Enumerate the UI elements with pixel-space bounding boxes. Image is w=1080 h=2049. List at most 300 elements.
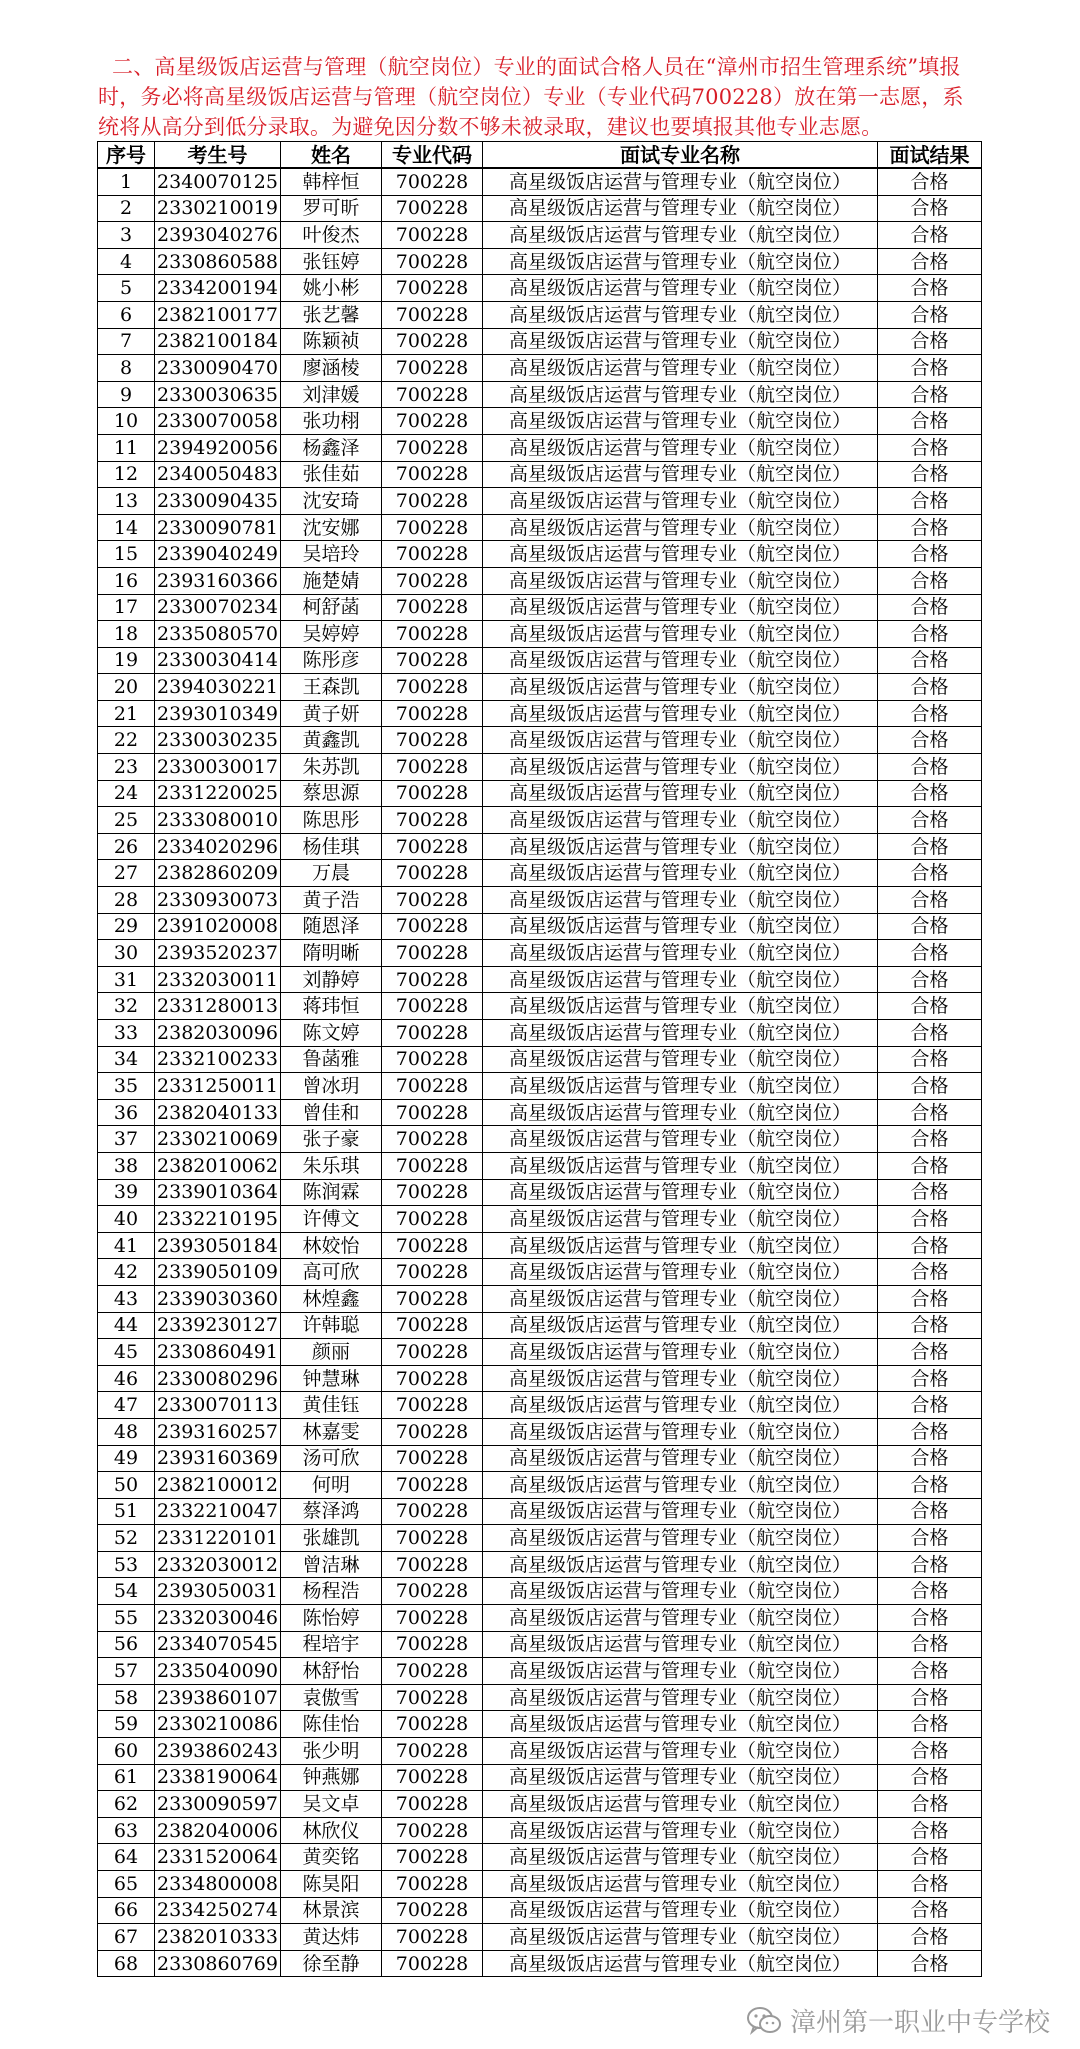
table-row <box>98 1126 982 1153</box>
cell-major-code: 700228 <box>382 301 483 328</box>
cell-result: 合格 <box>878 754 982 781</box>
cell-result: 合格 <box>878 1312 982 1339</box>
cell-major-code: 700228 <box>382 1179 483 1206</box>
cell-exam-number: 2330090470 <box>155 355 281 382</box>
cell-index: 34 <box>98 1046 155 1073</box>
cell-major-code: 700228 <box>382 328 483 355</box>
cell-index: 30 <box>98 940 155 967</box>
cell-name: 张子豪 <box>281 1126 382 1153</box>
cell-index: 9 <box>98 381 155 408</box>
cell-index: 54 <box>98 1578 155 1605</box>
cell-index: 41 <box>98 1232 155 1259</box>
cell-major-code: 700228 <box>382 1046 483 1073</box>
cell-major-name: 高星级饭店运营与管理专业（航空岗位） <box>483 1312 878 1339</box>
cell-major-code: 700228 <box>382 1285 483 1312</box>
cell-name: 罗可昕 <box>281 195 382 222</box>
cell-result: 合格 <box>878 1339 982 1366</box>
cell-major-code: 700228 <box>382 355 483 382</box>
cell-exam-number: 2334020296 <box>155 833 281 860</box>
cell-index: 37 <box>98 1126 155 1153</box>
table-row <box>98 434 982 461</box>
cell-major-name: 高星级饭店运营与管理专业（航空岗位） <box>483 1844 878 1871</box>
cell-exam-number: 2340050483 <box>155 461 281 488</box>
cell-name: 高可欣 <box>281 1259 382 1286</box>
cell-result: 合格 <box>878 647 982 674</box>
cell-major-name: 高星级饭店运营与管理专业（航空岗位） <box>483 1020 878 1047</box>
cell-name: 刘津媛 <box>281 381 382 408</box>
cell-exam-number: 2382030096 <box>155 1020 281 1047</box>
cell-index: 1 <box>98 168 155 195</box>
cell-name: 张艺馨 <box>281 301 382 328</box>
table-body <box>98 168 982 1977</box>
table-row <box>98 1285 982 1312</box>
cell-major-code: 700228 <box>382 408 483 435</box>
cell-major-name: 高星级饭店运营与管理专业（航空岗位） <box>483 1472 878 1499</box>
cell-major-name: 高星级饭店运营与管理专业（航空岗位） <box>483 328 878 355</box>
cell-major-name: 高星级饭店运营与管理专业（航空岗位） <box>483 1445 878 1472</box>
cell-result: 合格 <box>878 1259 982 1286</box>
cell-index: 5 <box>98 275 155 302</box>
cell-result: 合格 <box>878 913 982 940</box>
cell-index: 65 <box>98 1871 155 1898</box>
cell-result: 合格 <box>878 887 982 914</box>
cell-result: 合格 <box>878 1179 982 1206</box>
cell-exam-number: 2331280013 <box>155 993 281 1020</box>
cell-name: 隋明晰 <box>281 940 382 967</box>
table-row <box>98 1259 982 1286</box>
cell-index: 59 <box>98 1711 155 1738</box>
cell-result: 合格 <box>878 1684 982 1711</box>
table-row <box>98 1312 982 1339</box>
cell-major-name: 高星级饭店运营与管理专业（航空岗位） <box>483 1126 878 1153</box>
cell-exam-number: 2332210047 <box>155 1498 281 1525</box>
cell-name: 吴培玲 <box>281 541 382 568</box>
cell-name: 柯舒菡 <box>281 594 382 621</box>
cell-name: 沈安琦 <box>281 488 382 515</box>
cell-name: 陈怡婷 <box>281 1605 382 1632</box>
cell-name: 林煌鑫 <box>281 1285 382 1312</box>
cell-major-name: 高星级饭店运营与管理专业（航空岗位） <box>483 195 878 222</box>
cell-major-name: 高星级饭店运营与管理专业（航空岗位） <box>483 1099 878 1126</box>
cell-exam-number: 2339050109 <box>155 1259 281 1286</box>
cell-name: 吴婷婷 <box>281 621 382 648</box>
cell-index: 31 <box>98 966 155 993</box>
cell-major-code: 700228 <box>382 1206 483 1233</box>
cell-exam-number: 2330030235 <box>155 727 281 754</box>
cell-index: 57 <box>98 1658 155 1685</box>
cell-name: 汤可欣 <box>281 1445 382 1472</box>
table-row <box>98 887 982 914</box>
cell-exam-number: 2330070113 <box>155 1392 281 1419</box>
table-row <box>98 1525 982 1552</box>
notice-paragraph <box>98 52 978 142</box>
cell-major-name: 高星级饭店运营与管理专业（航空岗位） <box>483 1578 878 1605</box>
table-row <box>98 1817 982 1844</box>
cell-index: 25 <box>98 807 155 834</box>
table-row <box>98 248 982 275</box>
cell-name: 钟燕娜 <box>281 1764 382 1791</box>
cell-index: 27 <box>98 860 155 887</box>
cell-name: 蒋玮恒 <box>281 993 382 1020</box>
cell-exam-number: 2334070545 <box>155 1631 281 1658</box>
cell-index: 47 <box>98 1392 155 1419</box>
cell-exam-number: 2330210019 <box>155 195 281 222</box>
cell-index: 10 <box>98 408 155 435</box>
table-row <box>98 1392 982 1419</box>
cell-result: 合格 <box>878 1365 982 1392</box>
table-row <box>98 488 982 515</box>
cell-major-name: 高星级饭店运营与管理专业（航空岗位） <box>483 1046 878 1073</box>
cell-major-name: 高星级饭店运营与管理专业（航空岗位） <box>483 1073 878 1100</box>
cell-major-name: 高星级饭店运营与管理专业（航空岗位） <box>483 833 878 860</box>
table-row <box>98 461 982 488</box>
table-row <box>98 1844 982 1871</box>
table-row <box>98 381 982 408</box>
table-row <box>98 1046 982 1073</box>
cell-name: 鲁菡雅 <box>281 1046 382 1073</box>
cell-major-code: 700228 <box>382 966 483 993</box>
cell-name: 黄子妍 <box>281 700 382 727</box>
cell-exam-number: 2332210195 <box>155 1206 281 1233</box>
cell-index: 18 <box>98 621 155 648</box>
cell-result: 合格 <box>878 1791 982 1818</box>
cell-exam-number: 2340070125 <box>155 168 281 195</box>
table-row <box>98 1658 982 1685</box>
cell-exam-number: 2339010364 <box>155 1179 281 1206</box>
cell-major-code: 700228 <box>382 621 483 648</box>
table-row <box>98 700 982 727</box>
cell-index: 33 <box>98 1020 155 1047</box>
cell-name: 张佳茹 <box>281 461 382 488</box>
table-row <box>98 1498 982 1525</box>
notice-text: 二、高星级饭店运营与管理（航空岗位）专业的面试合格人员在“漳州市招生管理系统”填报时，务必将高星级饭店运营与管理（航空岗位）专业（专业代码700228）放在第一志愿，系统将从高分到低分录取。为避免因分数不够未被录取，建议也要填报其他专业志愿。 <box>98 55 964 139</box>
cell-index: 13 <box>98 488 155 515</box>
cell-name: 姚小彬 <box>281 275 382 302</box>
table-row <box>98 621 982 648</box>
cell-name: 袁傲雪 <box>281 1684 382 1711</box>
cell-major-code: 700228 <box>382 1950 483 1977</box>
cell-major-name: 高星级饭店运营与管理专业（航空岗位） <box>483 1791 878 1818</box>
table-row <box>98 860 982 887</box>
cell-exam-number: 2332030011 <box>155 966 281 993</box>
cell-major-code: 700228 <box>382 1924 483 1951</box>
table-row <box>98 275 982 302</box>
cell-major-code: 700228 <box>382 1711 483 1738</box>
cell-major-code: 700228 <box>382 195 483 222</box>
watermark <box>746 2002 1050 2039</box>
cell-name: 沈安娜 <box>281 514 382 541</box>
cell-name: 朱乐琪 <box>281 1152 382 1179</box>
cell-name: 朱苏凯 <box>281 754 382 781</box>
cell-major-name: 高星级饭店运营与管理专业（航空岗位） <box>483 1658 878 1685</box>
cell-index: 3 <box>98 222 155 249</box>
table-row <box>98 913 982 940</box>
cell-index: 26 <box>98 833 155 860</box>
cell-exam-number: 2393050184 <box>155 1232 281 1259</box>
cell-major-code: 700228 <box>382 1817 483 1844</box>
cell-result: 合格 <box>878 1764 982 1791</box>
cell-exam-number: 2334250274 <box>155 1897 281 1924</box>
cell-name: 吴文卓 <box>281 1791 382 1818</box>
cell-major-name: 高星级饭店运营与管理专业（航空岗位） <box>483 541 878 568</box>
cell-exam-number: 2330030635 <box>155 381 281 408</box>
cell-name: 黄奕铭 <box>281 1844 382 1871</box>
table-row <box>98 674 982 701</box>
cell-index: 46 <box>98 1365 155 1392</box>
cell-major-code: 700228 <box>382 1099 483 1126</box>
cell-major-code: 700228 <box>382 1418 483 1445</box>
cell-name: 徐至静 <box>281 1950 382 1977</box>
cell-index: 64 <box>98 1844 155 1871</box>
cell-major-name: 高星级饭店运营与管理专业（航空岗位） <box>483 780 878 807</box>
cell-exam-number: 2330090781 <box>155 514 281 541</box>
cell-result: 合格 <box>878 1924 982 1951</box>
cell-major-name: 高星级饭店运营与管理专业（航空岗位） <box>483 1551 878 1578</box>
cell-major-code: 700228 <box>382 674 483 701</box>
table-row <box>98 1551 982 1578</box>
cell-index: 44 <box>98 1312 155 1339</box>
cell-name: 张少明 <box>281 1738 382 1765</box>
cell-major-name: 高星级饭店运营与管理专业（航空岗位） <box>483 1764 878 1791</box>
cell-index: 8 <box>98 355 155 382</box>
cell-exam-number: 2332030012 <box>155 1551 281 1578</box>
cell-result: 合格 <box>878 860 982 887</box>
table-row <box>98 1472 982 1499</box>
cell-result: 合格 <box>878 1472 982 1499</box>
cell-name: 杨鑫泽 <box>281 434 382 461</box>
cell-major-name: 高星级饭店运营与管理专业（航空岗位） <box>483 1232 878 1259</box>
cell-major-code: 700228 <box>382 567 483 594</box>
cell-major-code: 700228 <box>382 1738 483 1765</box>
cell-major-name: 高星级饭店运营与管理专业（航空岗位） <box>483 488 878 515</box>
cell-exam-number: 2330930073 <box>155 887 281 914</box>
cell-major-name: 高星级饭店运营与管理专业（航空岗位） <box>483 434 878 461</box>
table-row <box>98 833 982 860</box>
cell-major-code: 700228 <box>382 1073 483 1100</box>
cell-major-name: 高星级饭店运营与管理专业（航空岗位） <box>483 355 878 382</box>
table-row <box>98 1339 982 1366</box>
table-row <box>98 1099 982 1126</box>
cell-major-code: 700228 <box>382 1605 483 1632</box>
cell-result: 合格 <box>878 780 982 807</box>
cell-major-name: 高星级饭店运营与管理专业（航空岗位） <box>483 1817 878 1844</box>
cell-name: 颜丽 <box>281 1339 382 1366</box>
cell-result: 合格 <box>878 674 982 701</box>
header-major-name: 面试专业名称 <box>483 142 878 169</box>
cell-index: 53 <box>98 1551 155 1578</box>
cell-result: 合格 <box>878 1738 982 1765</box>
cell-major-code: 700228 <box>382 727 483 754</box>
cell-major-code: 700228 <box>382 1498 483 1525</box>
cell-index: 40 <box>98 1206 155 1233</box>
cell-result: 合格 <box>878 1285 982 1312</box>
table-row <box>98 1871 982 1898</box>
cell-major-name: 高星级饭店运营与管理专业（航空岗位） <box>483 1285 878 1312</box>
table-header <box>98 142 982 169</box>
cell-name: 曾冰玥 <box>281 1073 382 1100</box>
cell-major-code: 700228 <box>382 168 483 195</box>
watermark-text: 漳州第一职业中专学校 <box>789 2008 1050 2038</box>
cell-major-code: 700228 <box>382 1472 483 1499</box>
cell-result: 合格 <box>878 301 982 328</box>
cell-result: 合格 <box>878 594 982 621</box>
cell-major-code: 700228 <box>382 913 483 940</box>
cell-name: 张功栩 <box>281 408 382 435</box>
table-row <box>98 993 982 1020</box>
cell-index: 17 <box>98 594 155 621</box>
cell-exam-number: 2382040006 <box>155 1817 281 1844</box>
cell-name: 黄鑫凯 <box>281 727 382 754</box>
cell-result: 合格 <box>878 700 982 727</box>
table-row <box>98 408 982 435</box>
table-row <box>98 1445 982 1472</box>
table-row <box>98 1791 982 1818</box>
cell-result: 合格 <box>878 1525 982 1552</box>
cell-index: 20 <box>98 674 155 701</box>
cell-name: 林景滨 <box>281 1897 382 1924</box>
cell-index: 58 <box>98 1684 155 1711</box>
table-row <box>98 1711 982 1738</box>
cell-exam-number: 2382860209 <box>155 860 281 887</box>
cell-name: 杨佳琪 <box>281 833 382 860</box>
cell-exam-number: 2382040133 <box>155 1099 281 1126</box>
cell-exam-number: 2331220025 <box>155 780 281 807</box>
cell-major-name: 高星级饭店运营与管理专业（航空岗位） <box>483 993 878 1020</box>
cell-major-name: 高星级饭店运营与管理专业（航空岗位） <box>483 301 878 328</box>
cell-index: 24 <box>98 780 155 807</box>
cell-name: 陈彤彦 <box>281 647 382 674</box>
cell-major-name: 高星级饭店运营与管理专业（航空岗位） <box>483 621 878 648</box>
cell-major-code: 700228 <box>382 461 483 488</box>
cell-exam-number: 2382010062 <box>155 1152 281 1179</box>
table-row <box>98 355 982 382</box>
table-row <box>98 1764 982 1791</box>
cell-index: 19 <box>98 647 155 674</box>
cell-result: 合格 <box>878 275 982 302</box>
cell-result: 合格 <box>878 1099 982 1126</box>
cell-exam-number: 2330860769 <box>155 1950 281 1977</box>
cell-result: 合格 <box>878 966 982 993</box>
cell-result: 合格 <box>878 461 982 488</box>
cell-name: 陈文婷 <box>281 1020 382 1047</box>
cell-major-code: 700228 <box>382 1791 483 1818</box>
cell-exam-number: 2330860491 <box>155 1339 281 1366</box>
cell-index: 51 <box>98 1498 155 1525</box>
cell-major-code: 700228 <box>382 807 483 834</box>
cell-major-code: 700228 <box>382 381 483 408</box>
cell-name: 随恩泽 <box>281 913 382 940</box>
cell-result: 合格 <box>878 541 982 568</box>
table-row <box>98 647 982 674</box>
cell-exam-number: 2330030414 <box>155 647 281 674</box>
cell-result: 合格 <box>878 168 982 195</box>
table-row <box>98 168 982 195</box>
cell-result: 合格 <box>878 1551 982 1578</box>
cell-name: 刘静婷 <box>281 966 382 993</box>
cell-major-code: 700228 <box>382 1365 483 1392</box>
cell-name: 杨程浩 <box>281 1578 382 1605</box>
cell-result: 合格 <box>878 1578 982 1605</box>
cell-exam-number: 2330030017 <box>155 754 281 781</box>
cell-major-name: 高星级饭店运营与管理专业（航空岗位） <box>483 860 878 887</box>
cell-result: 合格 <box>878 1126 982 1153</box>
table-row <box>98 541 982 568</box>
cell-exam-number: 2393160366 <box>155 567 281 594</box>
cell-name: 陈思彤 <box>281 807 382 834</box>
cell-major-name: 高星级饭店运营与管理专业（航空岗位） <box>483 1206 878 1233</box>
cell-exam-number: 2339040249 <box>155 541 281 568</box>
cell-result: 合格 <box>878 195 982 222</box>
cell-index: 52 <box>98 1525 155 1552</box>
table-row <box>98 1738 982 1765</box>
cell-index: 61 <box>98 1764 155 1791</box>
cell-name: 叶俊杰 <box>281 222 382 249</box>
cell-major-code: 700228 <box>382 780 483 807</box>
header-row <box>98 142 982 169</box>
cell-result: 合格 <box>878 833 982 860</box>
cell-major-code: 700228 <box>382 1844 483 1871</box>
cell-name: 张雄凯 <box>281 1525 382 1552</box>
table-row <box>98 328 982 355</box>
cell-result: 合格 <box>878 328 982 355</box>
cell-name: 许傅文 <box>281 1206 382 1233</box>
cell-major-code: 700228 <box>382 754 483 781</box>
cell-exam-number: 2338190064 <box>155 1764 281 1791</box>
cell-index: 38 <box>98 1152 155 1179</box>
cell-major-name: 高星级饭店运营与管理专业（航空岗位） <box>483 1498 878 1525</box>
cell-major-code: 700228 <box>382 248 483 275</box>
cell-exam-number: 2393160369 <box>155 1445 281 1472</box>
cell-name: 钟慧琳 <box>281 1365 382 1392</box>
cell-index: 7 <box>98 328 155 355</box>
cell-major-name: 高星级饭店运营与管理专业（航空岗位） <box>483 1684 878 1711</box>
cell-major-name: 高星级饭店运营与管理专业（航空岗位） <box>483 567 878 594</box>
cell-major-code: 700228 <box>382 1392 483 1419</box>
cell-major-name: 高星级饭店运营与管理专业（航空岗位） <box>483 248 878 275</box>
cell-exam-number: 2393040276 <box>155 222 281 249</box>
cell-exam-number: 2334200194 <box>155 275 281 302</box>
cell-major-code: 700228 <box>382 1020 483 1047</box>
cell-result: 合格 <box>878 1206 982 1233</box>
table-row <box>98 1073 982 1100</box>
cell-index: 60 <box>98 1738 155 1765</box>
cell-result: 合格 <box>878 567 982 594</box>
cell-major-name: 高星级饭店运营与管理专业（航空岗位） <box>483 1152 878 1179</box>
table-row <box>98 1152 982 1179</box>
cell-index: 14 <box>98 514 155 541</box>
cell-major-code: 700228 <box>382 1658 483 1685</box>
cell-exam-number: 2332030046 <box>155 1605 281 1632</box>
table-row <box>98 567 982 594</box>
cell-result: 合格 <box>878 1392 982 1419</box>
cell-major-name: 高星级饭店运营与管理专业（航空岗位） <box>483 700 878 727</box>
cell-major-code: 700228 <box>382 434 483 461</box>
cell-index: 43 <box>98 1285 155 1312</box>
cell-major-name: 高星级饭店运营与管理专业（航空岗位） <box>483 168 878 195</box>
cell-major-name: 高星级饭店运营与管理专业（航空岗位） <box>483 514 878 541</box>
cell-result: 合格 <box>878 1232 982 1259</box>
cell-index: 42 <box>98 1259 155 1286</box>
cell-index: 68 <box>98 1950 155 1977</box>
cell-result: 合格 <box>878 1418 982 1445</box>
cell-index: 15 <box>98 541 155 568</box>
cell-name: 曾洁琳 <box>281 1551 382 1578</box>
cell-major-code: 700228 <box>382 275 483 302</box>
cell-result: 合格 <box>878 355 982 382</box>
cell-name: 张钰婷 <box>281 248 382 275</box>
cell-name: 陈昊阳 <box>281 1871 382 1898</box>
table-row <box>98 727 982 754</box>
